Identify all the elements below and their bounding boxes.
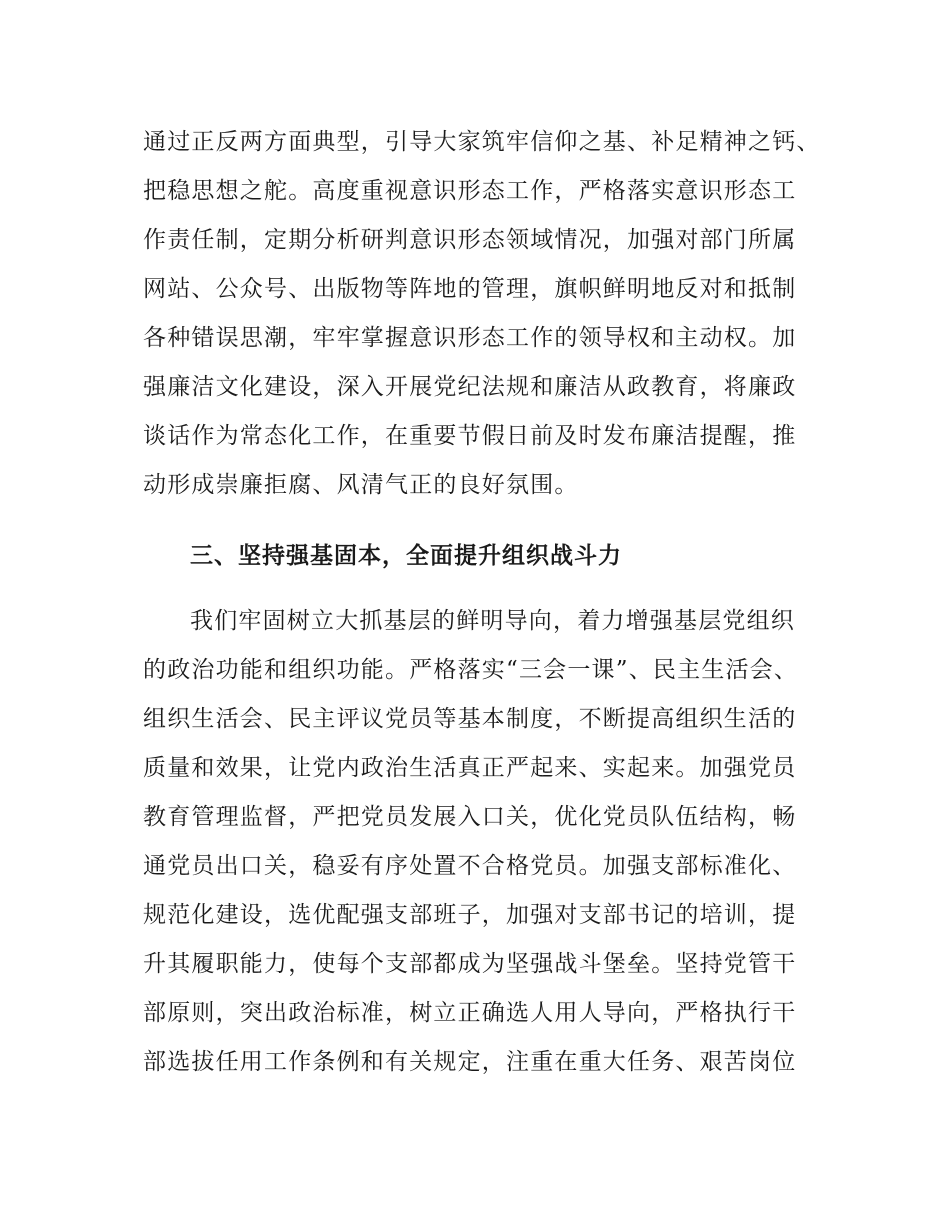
paragraph-line: 作责任制，定期分析研判意识形态领域情况，加强对部门所属 [143,227,797,253]
paragraph-line: 的政治功能和组织功能。严格落实“三会一课”、民主生活会、 [143,657,799,683]
paragraph-line: 质量和效果，让党内政治生活真正严起来、实起来。加强党员 [143,755,797,781]
paragraph-line: 强廉洁文化建设，深入开展党纪法规和廉洁从政教育，将廉政 [143,374,797,400]
paragraph-line: 各种错误思潮，牢牢掌握意识形态工作的领导权和主动权。加 [143,325,797,351]
paragraph-line: 把稳思想之舵。高度重视意识形态工作，严格落实意识形态工 [143,178,797,204]
paragraph-line: 教育管理监督，严把党员发展入口关，优化党员队伍结构，畅 [143,804,797,830]
paragraph-line: 通过正反两方面典型，引导大家筑牢信仰之基、补足精神之钙、 [143,129,821,155]
paragraph-line: 规范化建设，选优配强支部班子，加强对支部书记的培训，提 [143,902,797,928]
paragraph-line: 组织生活会、民主评议党员等基本制度，不断提高组织生活的 [143,706,797,732]
paragraph-line: 部选拔任用工作条例和有关规定，注重在重大任务、艰苦岗位 [143,1049,797,1075]
section-heading: 三、坚持强基固本，全面提升组织战斗力 [190,543,622,569]
paragraph-line: 我们牢固树立大抓基层的鲜明导向，着力增强基层党组织 [190,608,795,634]
paragraph-line: 动形成崇廉拒腐、风清气正的良好氛围。 [143,472,579,498]
paragraph-line: 升其履职能力，使每个支部都成为坚强战斗堡垒。坚持党管干 [143,951,797,977]
paragraph-line: 谈话作为常态化工作，在重要节假日前及时发布廉洁提醒，推 [143,423,797,449]
paragraph-line: 网站、公众号、出版物等阵地的管理，旗帜鲜明地反对和抵制 [143,276,797,302]
paragraph-line: 部原则，突出政治标准，树立正确选人用人导向，严格执行干 [143,1000,797,1026]
paragraph-line: 通党员出口关，稳妥有序处置不合格党员。加强支部标准化、 [143,853,797,879]
